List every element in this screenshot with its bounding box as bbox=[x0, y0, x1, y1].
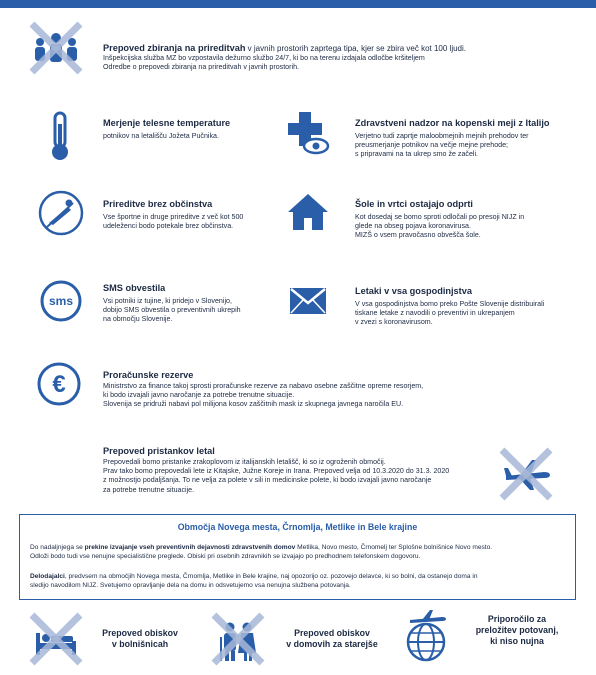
hospital-visits-line-2: v bolnišnicah bbox=[111, 639, 169, 649]
house-icon bbox=[286, 192, 330, 232]
hospital-visits-text bbox=[85, 628, 195, 650]
leaflets-block bbox=[355, 286, 544, 328]
leaflets-line-2: tiskane letake z navodili o preventivi in ukrepanjem bbox=[355, 309, 515, 318]
travel-recommendation-text bbox=[458, 614, 576, 647]
reserves-block bbox=[103, 370, 423, 410]
temperature-line-1: potnikov na letališču Jožeta Pučnika. bbox=[103, 132, 219, 140]
leaflets-line-1: V vsa gospodinjstva bomo preko Pošte Slovenije distribuirali bbox=[355, 300, 545, 308]
region-p1-text-b: Metlika, Novo mesto, Črnomelj ter Splošne bolnišnice Novo mesto. bbox=[295, 544, 493, 551]
gatherings-title bbox=[103, 43, 466, 54]
events-title: Prireditve brez občinstva bbox=[103, 199, 213, 209]
temperature-title: Merjenje telesne temperature bbox=[103, 118, 231, 128]
flights-line-2: Prav tako bomo prepovedali lete iz Kitajske, Južne Koreje in Irana. Prepoved velja od 10.3.2020 do 31.3. 2020 bbox=[103, 467, 450, 476]
elderly-visits-line-1: Prepoved obiskov bbox=[294, 628, 370, 638]
envelope-icon bbox=[288, 286, 328, 316]
region-p1-bold: prekine izvajanje vseh preventivnih dejavnosti zdravstvenih domov bbox=[84, 544, 296, 551]
sms-block bbox=[103, 283, 241, 325]
leaflets-title: Letaki v vsa gospodinjstva bbox=[355, 286, 472, 296]
ski-jumper-icon bbox=[38, 190, 84, 236]
border-title: Zdravstveni nadzor na kopenski meji z Italijo bbox=[355, 118, 550, 128]
region-title: Območja Novega mesta, Črnomlja, Metlike in Bele krajine bbox=[177, 522, 418, 532]
border-block bbox=[355, 118, 550, 160]
hospital-bed-crossed-icon bbox=[28, 611, 84, 667]
region-paragraph-2 bbox=[30, 572, 570, 590]
top-banner-bar bbox=[0, 0, 596, 8]
crowd-crossed-icon bbox=[28, 20, 84, 76]
gatherings-line-2: Odredbe o prepovedi zbiranja na prireditvah v javnih prostorih. bbox=[103, 63, 299, 72]
elderly-visits-line-2: v domovih za starejše bbox=[286, 639, 378, 649]
schools-line-3: MIZŠ o vsem pravočasno obvešča šole. bbox=[355, 231, 481, 240]
schools-block bbox=[355, 199, 524, 241]
gatherings-title-rest: v javnih prostorih zaprtega tipa, kjer se zbira več kot 100 ljudi. bbox=[245, 44, 467, 53]
reserves-line-2: ki bodo izvajali javno naročanje za potrebe trenutne situacije. bbox=[103, 391, 295, 400]
border-line-2: preusmerjanje potnikov na večje mejne prehode; bbox=[355, 141, 509, 150]
schools-line-2: glede na obseg pojava koronavirusa. bbox=[355, 222, 471, 231]
region-notice-box bbox=[19, 514, 576, 600]
flights-title: Prepoved pristankov letal bbox=[103, 446, 215, 456]
medical-cross-eye-icon bbox=[286, 110, 330, 156]
sms-line-2: dobijo SMS obvestila o preventivnih ukrepih bbox=[103, 306, 241, 315]
elderly-visits-text bbox=[272, 628, 392, 650]
flights-line-4: za potrebe trenutne situacije. bbox=[103, 485, 195, 494]
globe-airplane-icon bbox=[400, 608, 452, 668]
sms-icon bbox=[40, 280, 82, 322]
sms-line-1: Vsi potniki iz tujine, ki pridejo v Slovenijo, bbox=[103, 297, 232, 305]
sms-line-3: na območju Slovenije. bbox=[103, 315, 173, 324]
hospital-visits-line-1: Prepoved obiskov bbox=[102, 628, 178, 638]
sms-icon-text: sms bbox=[48, 294, 74, 308]
temperature-block bbox=[103, 118, 230, 141]
region-paragraph-1 bbox=[30, 543, 570, 561]
region-p2-bold: Delodajalci bbox=[30, 573, 65, 580]
euro-icon-text: € bbox=[52, 371, 66, 398]
events-block bbox=[103, 199, 243, 231]
region-p1-line-1 bbox=[30, 543, 570, 552]
region-p2-line-2: sledijo navodilom NIJZ. Svetujemo opravljanje dela na domu in odsvetujemo vsa nenujna službena potovanja. bbox=[30, 582, 351, 589]
euro-icon bbox=[37, 362, 81, 406]
reserves-line-1: Ministrstvo za finance takoj sprosti proračunske rezerve za nabavo osebne zaščitne opreme resorjem, bbox=[103, 382, 424, 390]
flights-line-3: z možnostjo podaljšanja. To ne velja za polete v sili in medicinske polete, ki bodo izvajali javno naročanje bbox=[103, 476, 432, 485]
leaflets-line-3: v zvezi s koronavirusom. bbox=[355, 318, 433, 327]
travel-line-2: preložitev potovanj, bbox=[475, 625, 559, 635]
region-p1-line-2: Odloži bodo tudi vse nenujne specialistične preglede. Obiski pri osebnih zdravnikih se izvajajo po predhodnem telefonskem dogovoru. bbox=[30, 553, 421, 560]
elderly-couple-crossed-icon bbox=[210, 611, 266, 667]
gatherings-block bbox=[103, 43, 466, 72]
region-p2-text-a: , predvsem na območjih Novega mesta, Črnomlja, Metlike in Bele krajine, naj opozorijo oz. pozovejo delavce, ki so bolni, da ostanejo doma in bbox=[64, 573, 478, 580]
border-line-1: Verjetno tudi zaprtje maloobmejnih mejnih prehodov ter bbox=[355, 132, 529, 140]
gatherings-line-1: Inšpekcijska služba MZ bo vzpostavila dežurno službo 24/7, ki bo na terenu izdajala odločbe kršiteljem bbox=[103, 54, 425, 62]
events-line-1: Vse športne in druge prireditve z več kot 500 bbox=[103, 213, 244, 221]
region-p2-line-1 bbox=[30, 572, 570, 581]
flights-block bbox=[103, 446, 449, 495]
reserves-line-3: Slovenija se pridruži nabavi pol milijona kosov zaščitnih mask iz skupnega javnega naročila EU. bbox=[103, 400, 404, 409]
region-p1-text-a: Do nadaljnjega se bbox=[30, 544, 85, 551]
travel-line-3: ki niso nujna bbox=[490, 636, 544, 646]
border-line-3: s pripravami na ta ukrep smo že začeli. bbox=[355, 150, 479, 159]
gatherings-title-bold: Prepoved zbiranja na prireditvah bbox=[103, 43, 246, 53]
thermometer-icon bbox=[40, 110, 80, 162]
travel-line-1: Priporočilo za bbox=[487, 614, 547, 624]
schools-line-1: Kot dosedaj se bomo sproti odločali po presoji NIJZ in bbox=[355, 213, 525, 221]
reserves-title: Proračunske rezerve bbox=[103, 370, 194, 380]
airplane-crossed-icon bbox=[498, 446, 554, 502]
events-line-2: udeleženci bodo potekale brez občinstva. bbox=[103, 222, 234, 231]
flights-line-1: Prepovedali bomo pristanke zrakoplovom iz italijanskih letališč, ki so iz ogroženih območij. bbox=[103, 458, 386, 466]
sms-title: SMS obvestila bbox=[103, 283, 166, 293]
schools-title: Šole in vrtci ostajajo odprti bbox=[355, 199, 473, 209]
